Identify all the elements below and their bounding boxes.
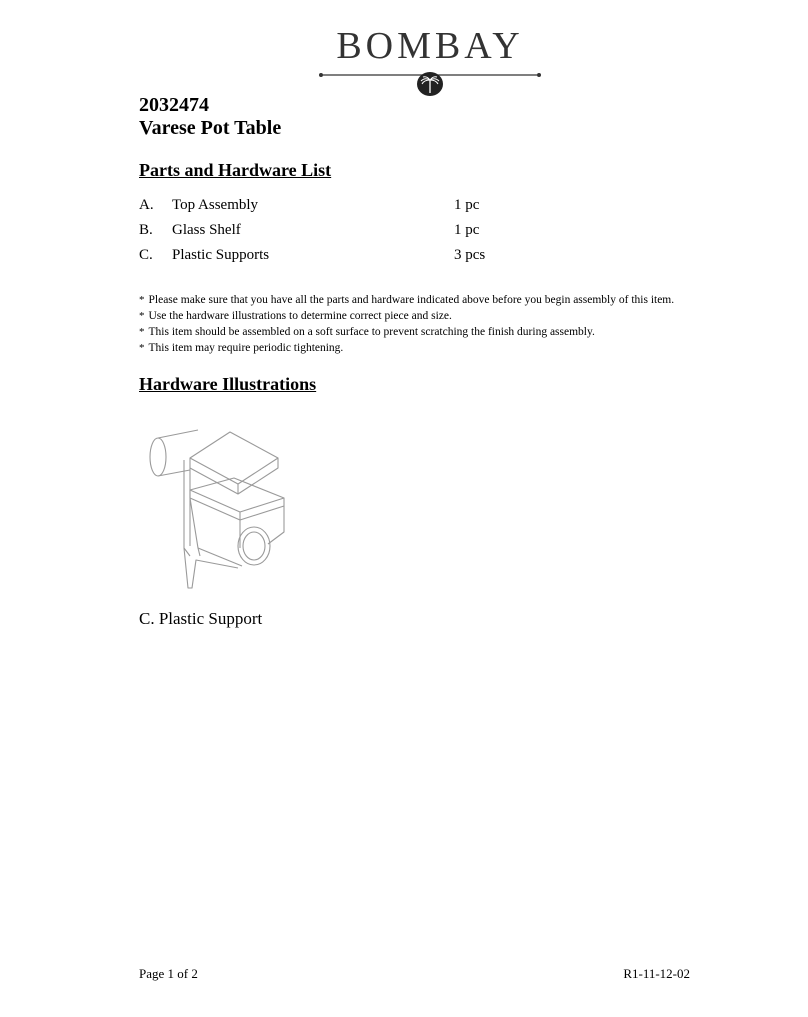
part-name: Plastic Supports [172, 247, 270, 263]
note-item [139, 308, 739, 324]
plastic-support-illustration [138, 428, 290, 592]
note-text: This item should be assembled on a soft surface to prevent scratching the finish during assembly. [148, 326, 595, 338]
asterisk-bullet: * [139, 294, 145, 306]
part-letter: A. [139, 197, 154, 213]
part-quantity: 3 pcs [454, 247, 486, 263]
brand-name: BOMBAY [336, 25, 524, 67]
hardware-illustrations-heading: Hardware Illustrations [139, 374, 317, 394]
revision-code: R1-11-12-02 [623, 966, 690, 981]
brand-logo [318, 24, 542, 94]
page-number: Page 1 of 2 [139, 966, 198, 981]
note-item [139, 340, 739, 356]
part-quantity: 1 pc [454, 222, 480, 238]
part-letter: B. [139, 222, 153, 238]
part-letter: C. [139, 247, 153, 263]
product-name: Varese Pot Table [139, 117, 282, 139]
asterisk-bullet: * [139, 342, 145, 354]
asterisk-bullet: * [139, 326, 145, 338]
parts-row [139, 245, 539, 265]
parts-row [139, 195, 539, 215]
asterisk-bullet: * [139, 310, 145, 322]
note-text: This item may require periodic tightening. [148, 342, 344, 354]
note-text: Use the hardware illustrations to determine correct piece and size. [148, 310, 452, 322]
palm-tree-icon [318, 68, 542, 108]
part-name: Glass Shelf [172, 222, 241, 238]
parts-list-heading: Parts and Hardware List [139, 160, 332, 180]
plastic-support-caption: C. Plastic Support [139, 609, 263, 628]
part-quantity: 1 pc [454, 197, 480, 213]
assembly-notes [139, 292, 739, 356]
part-name: Top Assembly [172, 197, 259, 213]
parts-row [139, 220, 539, 240]
note-item [139, 292, 739, 308]
note-text: Please make sure that you have all the parts and hardware indicated above before you begin assembly of this item. [148, 294, 675, 306]
note-item [139, 324, 739, 340]
product-number: 2032474 [139, 94, 209, 116]
